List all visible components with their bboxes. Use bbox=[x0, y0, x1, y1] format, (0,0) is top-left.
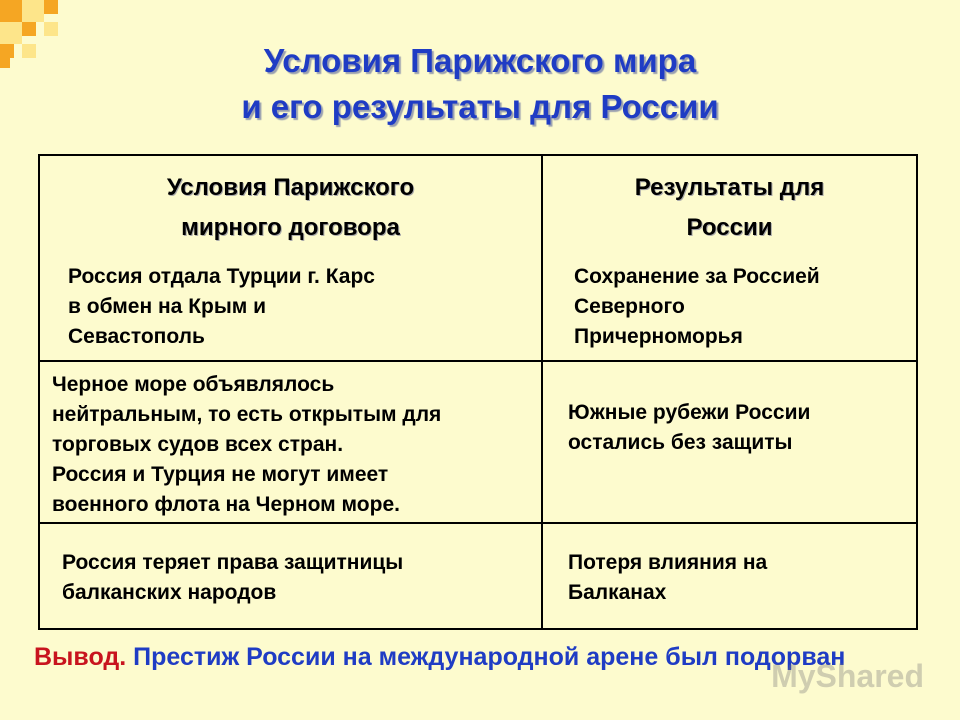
watermark-logo: MyShared bbox=[771, 658, 924, 694]
page-title bbox=[0, 38, 960, 130]
row-1-condition: Россия отдала Турции г. Карс в обмен на Крым и Севастополь bbox=[68, 265, 375, 348]
conclusion-text: Престиж России на международной арене был подорван bbox=[133, 643, 846, 671]
row-1-result: Сохранение за Россией Северного Причерноморья bbox=[574, 265, 820, 348]
table-divider-row-2 bbox=[40, 522, 916, 524]
header-conditions: Условия Парижского мирного договора bbox=[166, 174, 415, 241]
title-line-1: Условия Парижского мира bbox=[263, 42, 697, 79]
table-divider-row-1 bbox=[40, 360, 916, 362]
row-2-result: Южные рубежи России остались без защиты bbox=[568, 401, 811, 454]
row-3-condition: Россия теряет права защитницы балканских народов bbox=[62, 551, 404, 604]
row-2-condition: Черное море объявлялось нейтральным, то есть открытым для торговых судов всех стран. Россия и Турция не могут имеет военного флота на Черном море. bbox=[52, 373, 442, 516]
comparison-table bbox=[38, 154, 918, 630]
conclusion-label: Вывод. bbox=[34, 643, 127, 671]
header-results: Результаты для России bbox=[634, 174, 825, 241]
title-line-2: и его результаты для России bbox=[241, 88, 719, 125]
row-3-result: Потеря влияния на Балканах bbox=[568, 551, 768, 604]
